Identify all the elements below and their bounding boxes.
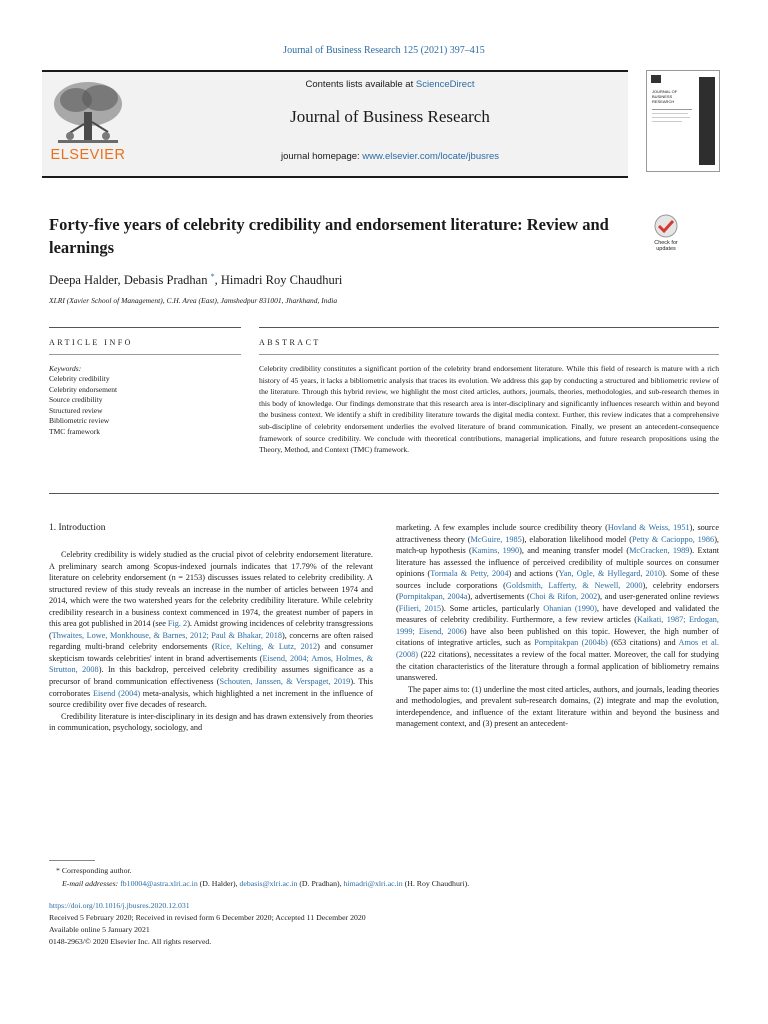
author-pradhan[interactable]: Debasis Pradhan [123,273,211,288]
publisher-logo-text: ELSEVIER [50,147,126,163]
email-halder-link[interactable]: fb10004@astra.xlri.ac.in [120,879,198,888]
body-text: ). This corroborates [49,677,373,698]
citation-link[interactable]: Thwaites, Lowe, Monkhouse, & Barnes, 2012; Paul & Bhakar, 2018 [51,630,283,640]
body-text: ). Some of these sources include corporations ( [396,569,719,590]
body-text: ), advertisements ( [467,592,530,602]
citation-link[interactable]: Fig. 2 [167,619,188,629]
article-info-sub-rule [49,354,241,355]
keyword: Source credibility [49,395,103,404]
cover-title-line1: JOURNAL OF [652,89,678,94]
body-text: ) and consumer skepticism towards celebrities' intent in brand advertisements ( [49,642,374,663]
homepage-prefix: journal homepage: [280,151,363,162]
check-for-updates-label[interactable]: Check for updates [654,240,678,252]
body-text: meta-analysis, which highlighted a net increment in the influence of source credibility over five decades of research. [49,688,374,710]
citation-link[interactable]: Ohanian (1990) [543,603,597,613]
abstract-top-rule [259,327,719,328]
journal-citation[interactable]: Journal of Business Research 125 (2021) 397–415 [283,45,485,56]
citation-link[interactable]: Pornpitakpan, 2004a [398,592,468,602]
abstract-heading: ABSTRACT [259,338,321,347]
section-heading-introduction: 1. Introduction [49,523,106,533]
contents-line [180,79,600,90]
body-text: Celebrity credibility is widely studied as the crucial pivot of celebrity endorsement literature. A preliminary search among Scopus-indexed journals indicates that 17.79% of the relevant literature on celebrity endorsement (n = 2153) discusses issues related to celebrity credibility. A structured review of this study reveals an increase in the number of articles between 1974 and 2014, which were the two watershed years for the celebrity credibility literature. While celebrity credibility research in a business context commenced in 1974, the greatest number of papers in this area got published in 2014 (see [49,550,373,629]
email-pradhan-link[interactable]: debasis@xlri.ac.in [239,879,298,888]
journal-cover-image [646,70,720,172]
keyword: Structured review [49,405,103,415]
keywords-label: Keywords: [49,364,82,373]
body-text: ). Extant literature has assessed the influence of perceived credibility of multiple sources on consumer opinions ( [396,546,719,579]
citation-link[interactable]: Kaikati, 1987; Erdogan, 1999; Eisend, 2006 [396,615,719,636]
keyword: Celebrity endorsement [49,384,118,394]
citation-link[interactable]: Rice, Kelting, & Lutz, 2012 [214,642,318,652]
body-text: ), elaboration likelihood model ( [521,534,632,544]
citation-link[interactable]: Tormala & Petty, 2004 [430,569,509,579]
intro-paragraph-2: Credibility literature is inter-disciplinary in its design and has drawn extensively from theories in communication, psychology, sociology, and [49,711,373,733]
citation-link[interactable]: Eisend, 2004; Amos, Holmes, & Strutton, 2008 [49,653,373,675]
body-text: ) and actions ( [508,569,559,579]
citation-link[interactable]: Hovland & Weiss, 1951 [607,523,690,532]
citation-link[interactable]: Filieri, 2015 [398,603,442,613]
corresponding-author-note: * Corresponding author. [56,866,132,875]
body-text: marketing. A few examples include source credibility theory ( [396,523,608,532]
body-text: ), and meaning transfer model ( [519,546,630,556]
body-text: ), match-up hypothesis ( [396,534,719,556]
body-text: ). In this backdrop, perceived celebrity credibility assumes significance as a precursor of brand communication effectiveness ( [49,665,374,687]
paper-title: Forty-five years of celebrity credibility and endorsement literature: Review and learnings [49,215,609,257]
abstract-text: Celebrity credibility constitutes a significant portion of the celebrity brand endorsement literature. While this field of research is mature with a rich history of 45 years, it lacks a bibliometric analysis that traces its evolution. We address this gap by conducting a structured and bibliometric review of the literature. Through this hybrid review, we highlight the most cited articles, authors, journals, theories, methodologies, and sub-research themes in this body of knowledge. Our findings demonstrate that this research area is inter-disciplinary and significantly influences research within and beyond the business context. We identify a shift in credibility literature towards the digital media context. Further, this review indicates that a comprehensive sub-discipline of celebrity endorsement underlies the evolved literature of brand communication. Finally, we present an antecedent-consequence framework of source credibility. We conclude with theoretical contributions, managerial implications, and future research propositions using the Theory, Method, and Context (TMC) framework. [259,364,719,455]
body-text: ), source attractiveness theory ( [396,523,720,544]
citation-link[interactable]: Yan, Ogle, & Hyllegard, 2010 [558,569,663,579]
body-text: (653 citations) and [607,638,679,648]
citation-link[interactable]: McCracken, 1989 [629,546,690,556]
citation-link[interactable]: Schouten, Janssen, & Verspaget, 2019 [219,677,351,687]
abstract-sub-rule [259,354,719,355]
body-text: ), celebrity endorsers ( [396,580,719,602]
keyword: Celebrity credibility [49,374,110,383]
email-halder-name: (D. Halder), [197,879,240,888]
corresponding-author-mark[interactable]: * [210,272,215,281]
citation-link[interactable]: Goldsmith, Lafferty, & Newell, 2000 [505,580,643,590]
abstract-bottom-rule [49,493,719,494]
keyword: TMC framework [49,426,101,436]
cover-art [647,71,719,171]
intro-paragraph-1 [49,549,373,711]
body-column-left [49,549,373,734]
citation-link[interactable]: Choi & Rifon, 2002 [529,592,598,602]
body-text: , have developed and validated the measures of celebrity credibility. Furthermore, a few review articles ( [396,603,719,625]
author-halder[interactable]: Deepa Halder, [49,273,124,288]
citation-link[interactable]: Kamins, 1990 [471,546,520,556]
article-info-heading: ARTICLE INFO [49,338,133,347]
email-pradhan-name: (D. Pradhan), [297,879,344,888]
citation-link[interactable]: Eisend (2004) [92,688,141,698]
body-text: ), and user-generated online reviews ( [396,592,719,613]
intro-paragraph-aims: The paper aims to: (1) underline the most cited articles, authors, and journals, leading theories and methodologies, and prevalent sub-research domains, (2) integrate and map the evolution, interdependence, and influence of the extant literature within and beyond the business and management context, and (3) present an antecedent- [396,684,719,729]
sciencedirect-link[interactable]: ScienceDirect [415,79,475,90]
email-chaudhuri-name: (H. Roy Chaudhuri). [402,879,470,888]
contents-prefix: Contents lists available at [305,79,416,90]
cover-title-line3: RESEARCH [652,99,675,104]
email-label: E-mail addresses: [62,879,121,888]
affiliation: XLRI (Xavier School of Management), C.H. Area (East), Jamshedpur 831001, Jharkhand, India [49,296,338,305]
citation-link[interactable]: Pornpitakpan (2004b) [534,638,608,648]
author-list [49,272,342,288]
email-addresses [62,878,469,890]
body-text: (222 citations), necessitates a review of the focal matter. Moreover, the call for studying the citation characteristics of the literature through a formal application of bibliometry remains unanswered. [396,650,719,683]
footnote-rule [49,860,95,861]
journal-homepage-link[interactable]: www.elsevier.com/locate/jbusres [362,151,500,162]
body-column-right [396,522,719,730]
body-text: ) have also been published on this topic. However, the high number of citations of integrative articles, such as [396,626,719,648]
body-text: ). Some articles, particularly [441,603,544,613]
journal-name: Journal of Business Research [290,107,490,126]
keyword-list [49,374,117,437]
article-info-top-rule [49,327,241,328]
author-chaudhuri[interactable]: , Himadri Roy Chaudhuri [214,273,343,288]
email-chaudhuri-link[interactable]: himadri@xlri.ac.in [343,879,403,888]
doi-link[interactable]: https://doi.org/10.1016/j.jbusres.2020.12.031 [49,901,190,910]
citation-link[interactable]: McGuire, 1985 [470,534,522,544]
homepage-line [180,151,600,162]
keyword: Bibliometric review [49,416,110,425]
body-text: ), concerns are often raised regarding multi-brand celebrity endorsements ( [49,630,373,652]
intro-paragraph-continued [396,522,719,684]
citation-link[interactable]: Amos et al. (2008) [396,638,719,660]
body-text: ). Amidst growing incidences of celebrity transgressions ( [49,619,374,640]
copyright-notice: 0148-2963/© 2020 Elsevier Inc. All rights reserved. [49,937,212,946]
cover-title-line2: BUSINESS [652,94,673,99]
received-dates: Received 5 February 2020; Received in revised form 6 December 2020; Accepted 11 December 2020 [49,913,366,922]
citation-link[interactable]: Petty & Cacioppo, 1986 [631,534,715,544]
available-online-date: Available online 5 January 2021 [49,925,150,934]
